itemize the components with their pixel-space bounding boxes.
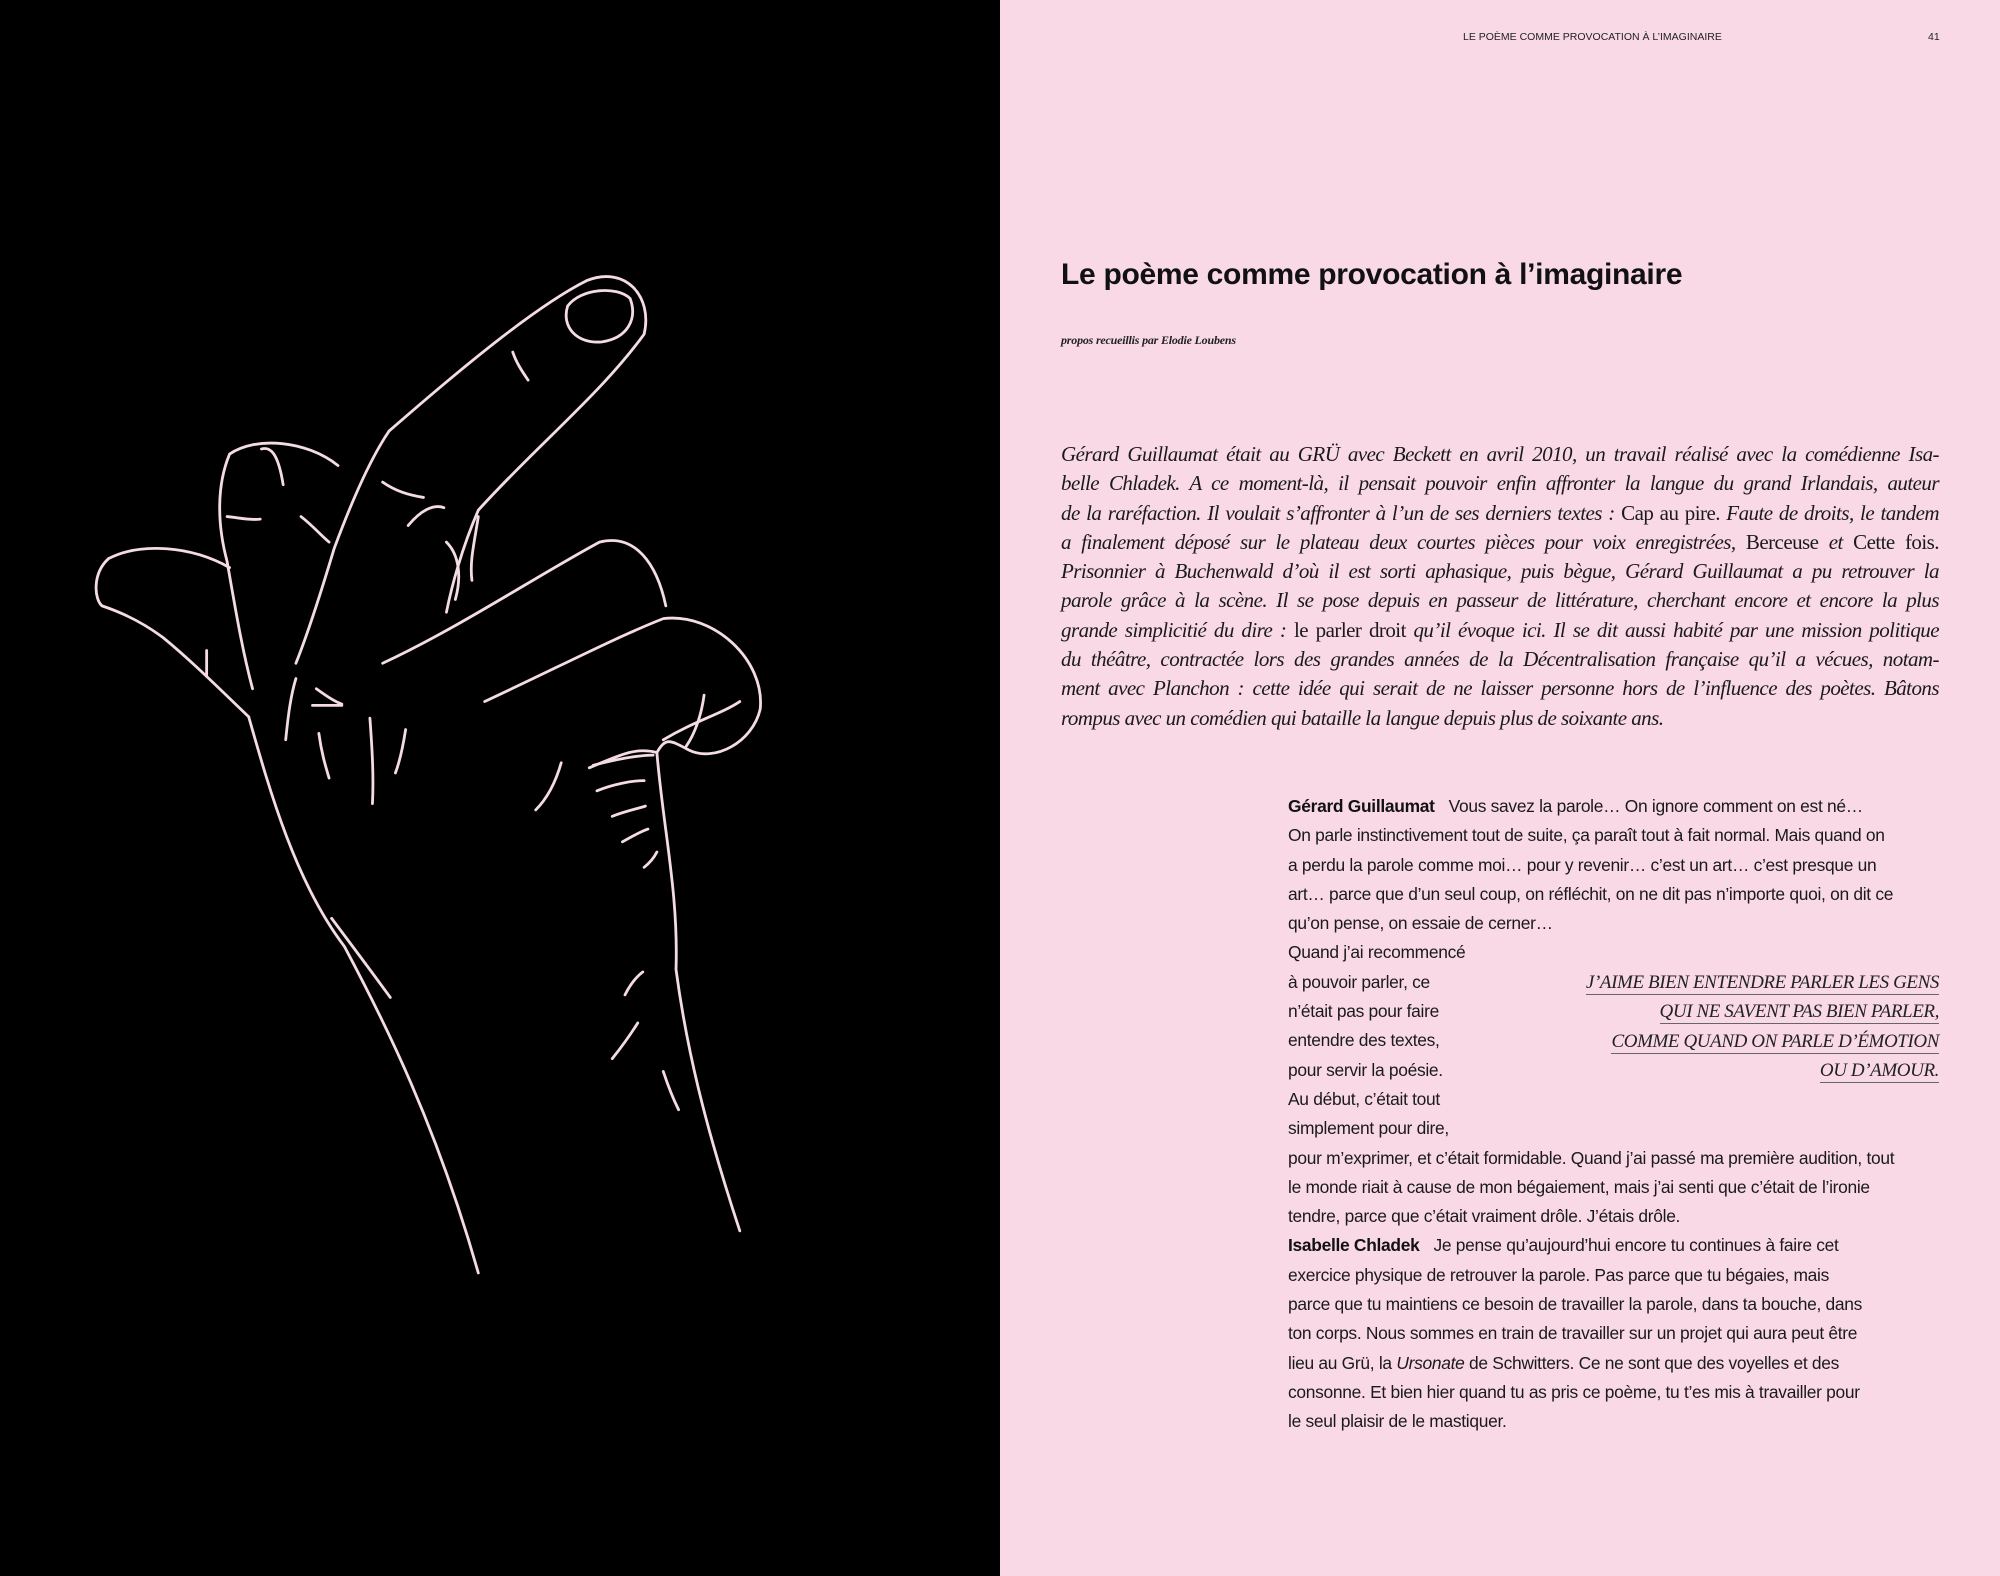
page-number: 41 <box>1928 31 1940 43</box>
fingernail <box>566 290 632 342</box>
index-finger <box>389 277 646 613</box>
term-parler-droit: le parler droit <box>1293 617 1406 642</box>
body-text: Je pense qu’aujourd’hui encore tu continues à faire cet <box>1433 1235 1839 1256</box>
body-text: Vous savez la parole… On ignore comment on est né… <box>1448 796 1863 816</box>
bent-finger-1 <box>383 541 666 664</box>
article-title: Le poème comme provocation à l’imaginaire <box>1061 258 1683 291</box>
body-line: a perdu la parole comme moi… pour y revenir… c’est un art… c’est presque un <box>1288 854 1877 875</box>
pull-quote-line <box>1586 997 1939 1026</box>
body-line: consonne. Et bien hier quand tu as pris ce poème, tu t’es mis à travailler pour <box>1288 1381 1860 1402</box>
body-line: simplement pour dire, <box>1288 1118 1449 1139</box>
body-line: pour m’exprimer, et c’était formidable. Quand j’ai passé ma première audition, tout <box>1288 1147 1895 1168</box>
body-line <box>1288 792 1939 821</box>
intro-line: parole grâce à la scène. Il se pose depuis en passeur de littérature, cherchant encore et encore la plus <box>1061 588 1939 613</box>
body-line <box>1288 1349 1939 1378</box>
body-line: entendre des textes, <box>1288 1030 1440 1051</box>
body-line: tendre, parce que c’était vraiment drôle. J’étais drôle. <box>1288 1206 1681 1227</box>
body-line: art… parce que d’un seul coup, on réfléchit, on ne dit pas n’importe quoi, on dit ce <box>1288 883 1894 904</box>
intro-paragraph <box>1061 440 1939 733</box>
thumb <box>96 548 249 716</box>
body-line: exercice physique de retrouver la parole. Pas parce que tu bégaies, mais <box>1288 1264 1830 1285</box>
title-cap-au-pire: Cap au pire. <box>1621 500 1720 525</box>
intro-text: et <box>1818 529 1854 554</box>
body-line: pour servir la poésie. <box>1288 1059 1443 1080</box>
speaker-name: Isabelle Chladek <box>1288 1235 1420 1256</box>
body-line: le monde riait à cause de mon bégaiement, mais j’ai senti que c’était de l’ironie <box>1288 1176 1870 1197</box>
body-text: de Schwitters. Ce ne sont que des voyelles et des <box>1464 1352 1840 1373</box>
body-text: lieu au Grü, la <box>1288 1352 1397 1373</box>
pull-quote-line <box>1586 968 1939 997</box>
intro-text: grande simplicitié du dire : <box>1061 617 1294 642</box>
interview-body <box>1288 792 1939 1437</box>
creases <box>207 352 740 1110</box>
intro-text: Faute de droits, le tandem <box>1719 500 1939 525</box>
body-line: Quand j’ai recommencé <box>1288 942 1466 963</box>
pull-quote-line <box>1586 1056 1939 1085</box>
body-line: n’était pas pour faire <box>1288 1001 1439 1022</box>
intro-line <box>1061 499 1939 528</box>
intro-line: ment avec Planchon : cette idée qui serait de ne laisser personne hors de l’influence des poètes. Bâtons <box>1061 676 1939 701</box>
body-line: qu’on pense, on essaie de cerner… <box>1288 913 1553 934</box>
title-cette-fois: Cette fois. <box>1853 529 1939 554</box>
intro-text: de la raréfaction. Il voulait s’affronter à l’un de ses derniers textes : <box>1061 500 1622 525</box>
body-line: le seul plaisir de le mastiquer. <box>1288 1411 1507 1432</box>
pull-quote-text: J’AIME BIEN ENTENDRE PARLER LES GENS <box>1585 972 1939 993</box>
intro-line: Prisonnier à Buchenwald d’où il est sorti aphasique, puis bègue, Gérard Guillaumat a pu retrouver la <box>1061 559 1939 584</box>
body-line: à pouvoir parler, ce <box>1288 971 1430 992</box>
pull-quote-text: OU D’AMOUR. <box>1819 1059 1939 1081</box>
text-page <box>1000 0 2000 1576</box>
work-title-ursonate: Ursonate <box>1396 1352 1465 1373</box>
body-line <box>1288 1231 1939 1260</box>
intro-line: Gérard Guillaumat était au GRÜ avec Beckett en avril 2010, un travail réalisé avec la comédienne Isa- <box>1061 442 1939 466</box>
intro-line: belle Chladek. A ce moment-là, il pensait pouvoir enfin affronter la langue du grand Irlandais, auteur <box>1061 471 1939 496</box>
intro-line: du théâtre, contractée lors des grandes années de la Décentralisation française qu’il a vécues, notam- <box>1061 647 1939 672</box>
pull-quote-line <box>1586 1027 1939 1056</box>
palm-left-edge <box>249 717 479 1273</box>
body-line: On parle instinctivement tout de suite, ça paraît tout à fait normal. Mais quand on <box>1288 825 1885 846</box>
pull-quote <box>1586 968 1939 1085</box>
palm-right-edge <box>657 753 740 1231</box>
pull-quote-text: QUI NE SAVENT PAS BIEN PARLER, <box>1659 1001 1939 1023</box>
running-header: LE POÈME COMME PROVOCATION À L’IMAGINAIRE <box>1463 31 1722 43</box>
body-line: ton corps. Nous sommes en train de travailler sur un projet qui aura peut être <box>1288 1323 1858 1344</box>
intro-line <box>1061 528 1939 557</box>
intro-line: rompus avec un comédien qui bataille la langue depuis plus de soixante ans. <box>1061 705 1664 730</box>
intro-text: qu’il évoque ici. Il se dit aussi habité par une mission politique <box>1405 617 1939 642</box>
title-berceuse: Berceuse <box>1745 529 1819 554</box>
body-line: Au début, c’était tout <box>1288 1088 1440 1109</box>
bent-finger-2 <box>485 618 761 768</box>
intro-text: a finalement déposé sur le plateau deux courtes pièces pour voix enregistrées, <box>1061 529 1746 554</box>
body-line: parce que tu maintiens ce besoin de travailler la parole, dans ta bouche, dans <box>1288 1294 1863 1315</box>
middle-finger <box>220 431 389 689</box>
speaker-name: Gérard Guillaumat <box>1288 796 1435 816</box>
intro-line <box>1061 616 1939 645</box>
pull-quote-text: COMME QUAND ON PARLE D’ÉMOTION <box>1611 1030 1939 1052</box>
byline: propos recueillis par Elodie Loubens <box>1061 333 1236 347</box>
